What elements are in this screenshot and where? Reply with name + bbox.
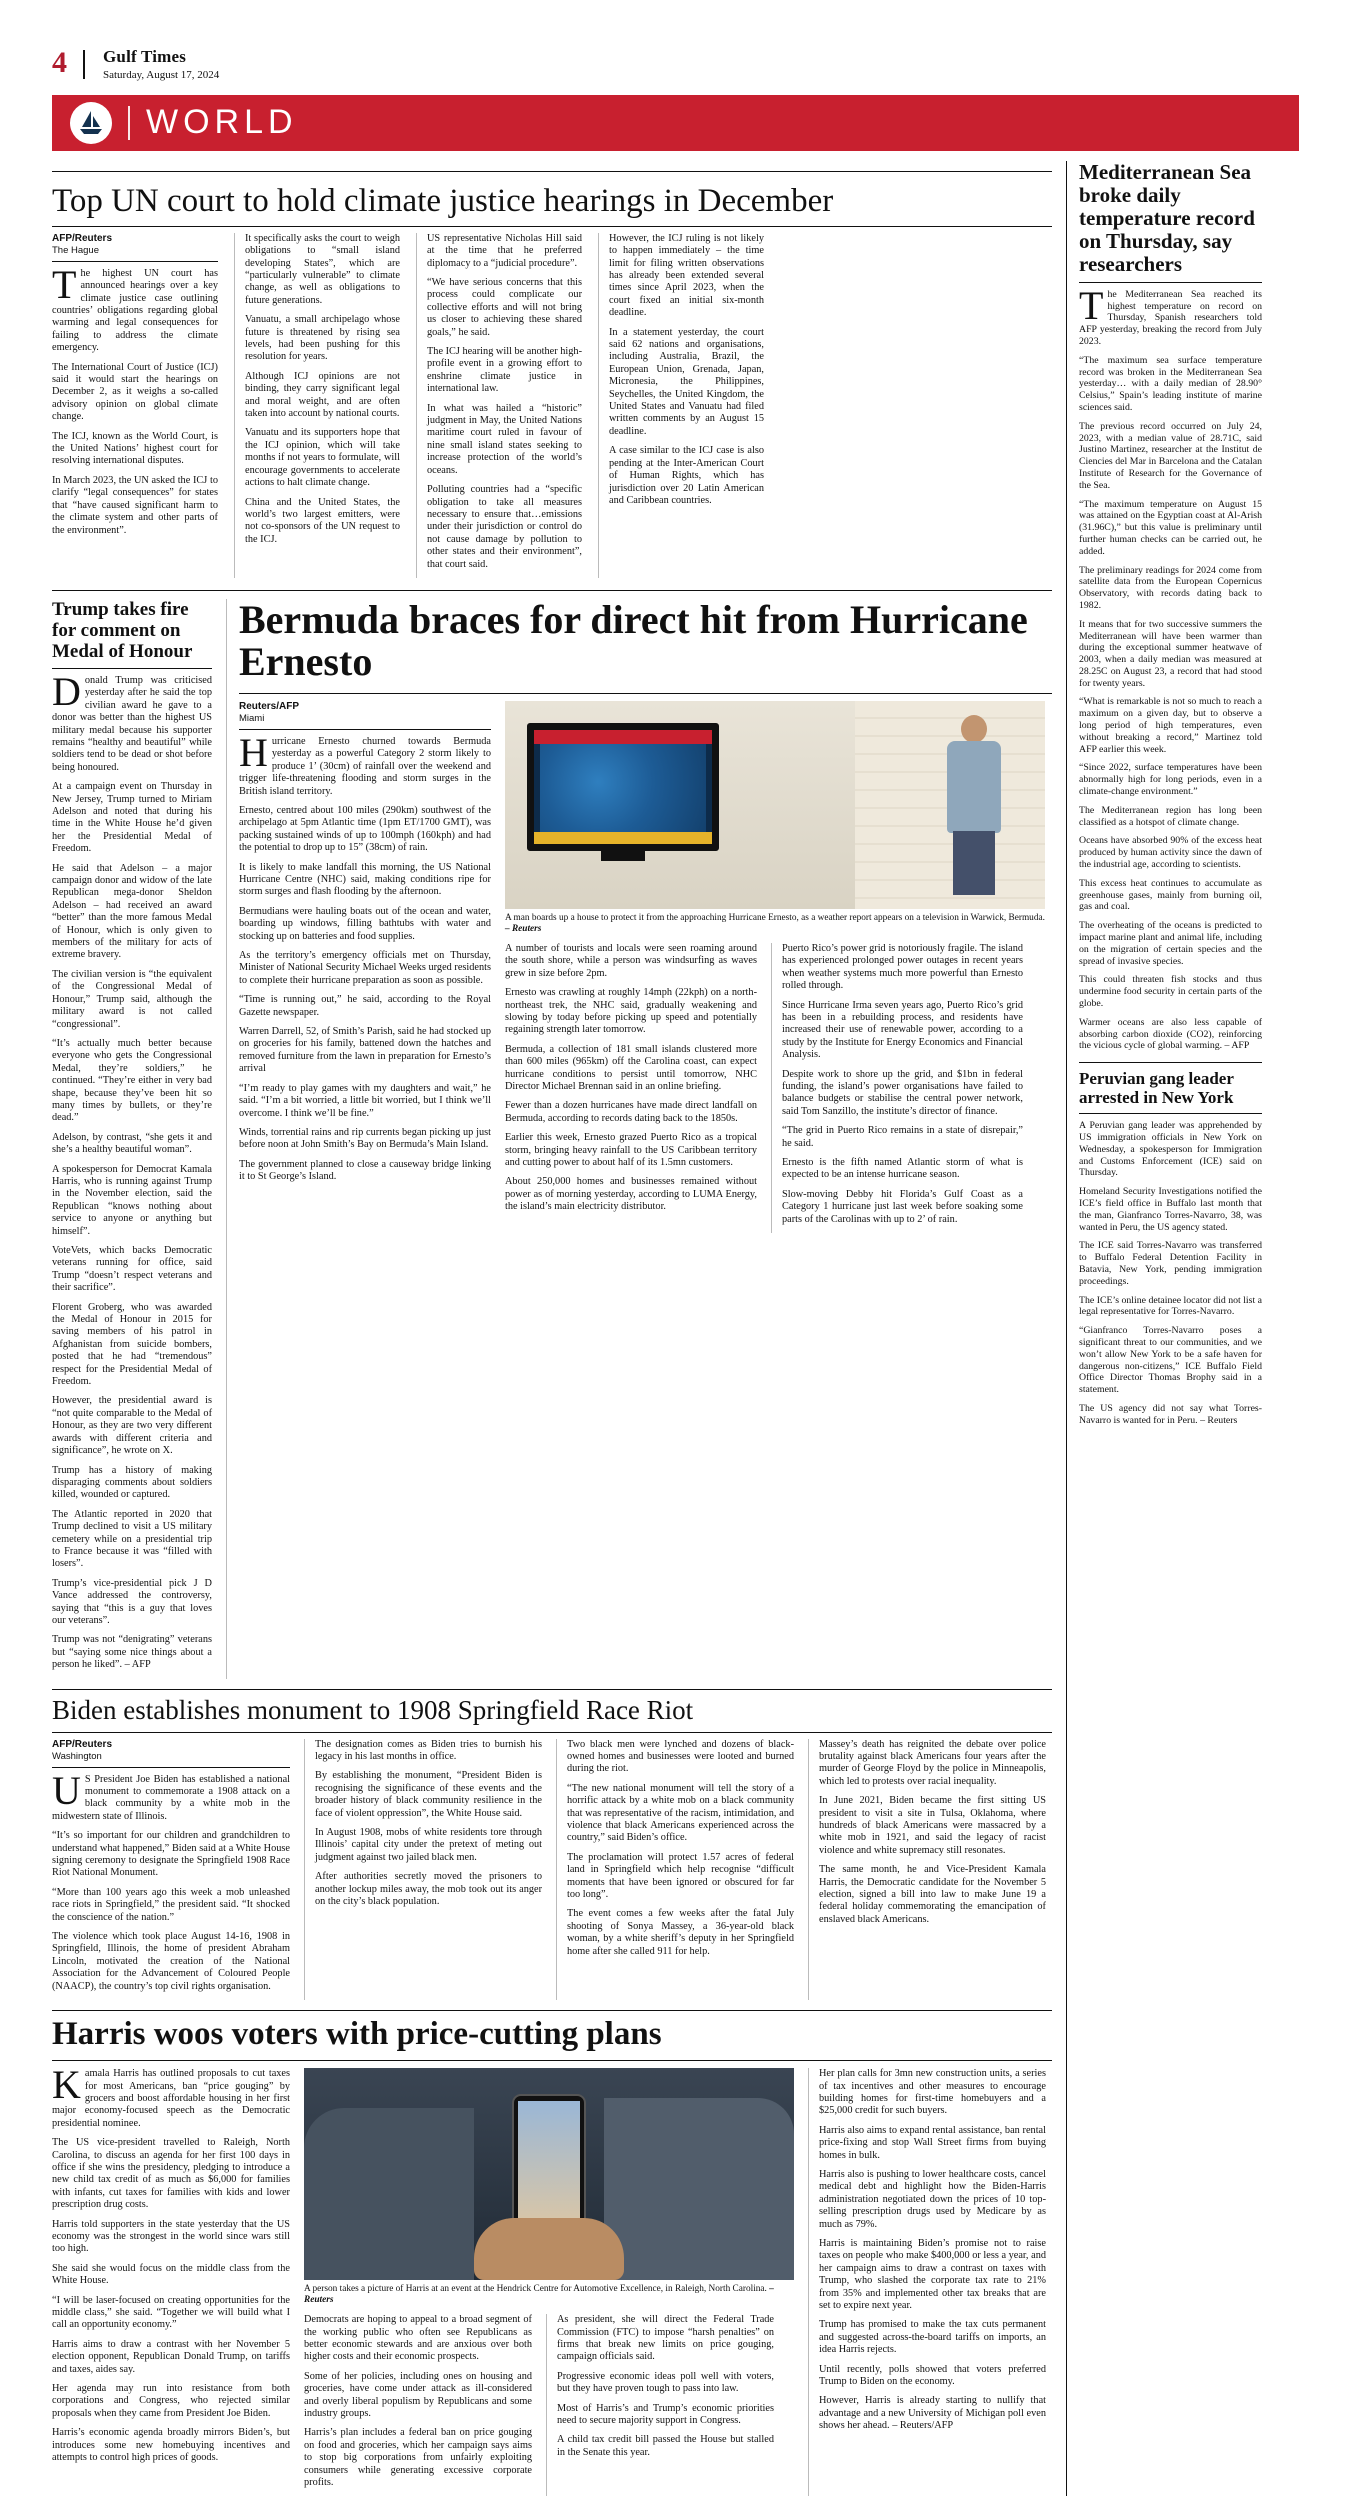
photo-bermuda-hurricane [505,701,1045,909]
paragraph: “Since 2022, surface temperatures have been abnormally high for long periods, even in a climate-change environment.” [1079,762,1262,798]
paragraph: The highest UN court has announced hearings over a key climate justice case outlining countries’ obligations regarding global warming and legal consequences for failing to address the climate emergency. [52,261,218,354]
photo-harris-event [304,2068,794,2280]
paragraph: However, Harris is already starting to nullify that advantage and a new University of Michigan poll even shows her ahead. – Reuters/AFP [819,2395,1046,2432]
paragraph: Trump has promised to make the tax cuts permanent and suggested across-the-board tariffs on imports, an idea Harris rejects. [819,2319,1046,2356]
paragraph: Adelson, by contrast, “she gets it and she’s a healthy beautiful woman”. [52,1131,212,1156]
paragraph: The ICE said Torres-Navarro was transferred to Buffalo Federal Detention Facility in Batavia, New York, pending immigration proceedings. [1079,1240,1262,1287]
paragraph: She said she would focus on the middle class from the White House. [52,2262,290,2287]
byline-bermuda: Reuters/AFP Miami [239,700,300,724]
story-bermuda [226,596,1052,1679]
story-peru [1079,1069,1262,1426]
masthead [52,48,1299,87]
page-title: Top UN court to hold climate justice hearings in December [52,182,834,219]
paragraph: Bermuda, a collection of 181 small islands clustered more than 600 miles (965km) off the Carolina coast, can expect hurricane conditions to persist until tomorrow, NHC Director Michael Brennan said in an online briefing. [505,1043,757,1092]
paragraph: “I’m ready to play games with my daughters and wait,” he said. “I’m a bit worried, a little bit worried, but I think we’ll overcome. I think we’ll be fine.” [239,1082,491,1119]
paragraph: A Peruvian gang leader was apprehended by US immigration officials in New York on Wednesday, a spokesperson for Immigration and Customs Enforcement (ICE) said on Thursday. [1079,1120,1262,1179]
headline-peru: Peruvian gang leader arrested in New York [1079,1069,1234,1108]
paragraph: Vanuatu, a small archipelago whose future is threatened by rising sea levels, had been pushing for this resolution for years. [245,314,400,363]
paragraph: However, the ICJ ruling is not likely to happen immediately – the time limit for filing written observations has already been extended several times since April 2023, when the court fixed an initial six-month deadline. [609,232,764,319]
paragraph: The US vice-president travelled to Raleigh, North Carolina, to discuss an agenda for her first 100 days in office if she wins the presidency, pledging to introduce a new child tax credit of as much as $6,000 for families with infants, cut taxes for families with kids and lower prescription drug costs. [52,2137,290,2211]
paragraph: In what was hailed a “historic” judgment in May, the United Nations maritime court ruled in favour of nine small island states seeking to increase protection of the world’s oceans. [427,402,582,476]
paragraph: “We have serious concerns that this process could complicate our collective efforts and will not bring us closer to achieving these shared goals,” he said. [427,277,582,338]
section-banner [52,95,1299,151]
paragraph: Her agenda may run into resistance from both corporations and Congress, who rejected similar proposals when they came from President Joe Biden. [52,2383,290,2419]
paragraph: About 250,000 homes and businesses remained without power as of morning yesterday, according to LUMA Energy, the island’s main electricity distributor. [505,1176,757,1213]
paragraph: Slow-moving Debby hit Florida’s Gulf Coast as a Category 1 hurricane just last week before soaking some parts of the Carolinas with up to 2’ of rain. [782,1188,1023,1225]
paragraph: Kamala Harris has outlined proposals to cut taxes for most Americans, ban “price gouging” by grocers and boost affordable housing in her first major economy-focused speech as the Democratic presidential nominee. [52,2062,290,2129]
paragraph: Fewer than a dozen hurricanes have made direct landfall on Bermuda, according to records dating back to the 1850s. [505,1100,757,1124]
story-biden [52,1689,1052,2001]
paragraph: Earlier this week, Ernesto grazed Puerto Rico as a tropical storm, bringing heavy rainfall to the US Caribbean territory and cutting power to about half of its 1.5mn customers. [505,1132,757,1169]
paragraph: “It’s actually much better because everyone who gets the Congressional Medal, they’re soldiers,” he continued. “They’re either in very bad shape, because they’ve been hit so many times by bullets, or they’re dead.” [52,1037,212,1124]
paragraph: By establishing the monument, “President Biden is recognising the significance of these events and the broader history of black community resilience in the face of violent oppression”, the White House said. [315,1770,542,1819]
paragraph: “It’s so important for our children and grandchildren to understand what happened,” Biden said at a White House signing ceremony to designate the Springfield 1908 Race Riot National Monument. [52,1830,290,1879]
paragraph: VoteVets, which backs Democratic veterans running for office, said Trump “doesn’t respect veterans and their sacrifice”. [52,1245,212,1294]
headline-trump: Trump takes fire for comment on Medal of Honour [52,598,193,662]
paragraph: “More than 100 years ago this week a mob unleashed race riots in Springfield,” the president said. “It shocked the conscience of the nation.” [52,1886,290,1923]
paragraph: As the territory’s emergency officials met on Thursday, Minister of National Security Michael Weeks urged residents to complete their hurricane preparation as soon as possible. [239,950,491,986]
paragraph: Massey’s death has reignited the debate over police brutality against black Americans four years after the murder of George Floyd by the police in Minneapolis, which led to protests over racial inequality. [819,1738,1046,1787]
paragraph: The Atlantic reported in 2020 that Trump declined to visit a US military cemetery while on a presidential trip to France because it was “filled with losers”. [52,1508,212,1570]
paragraph: The proclamation will protect 1.57 acres of federal land in Springfield which help recognise “difficult moments that have been ignored or obscured for far too long”. [567,1851,794,1901]
paragraph: Harris also aims to expand rental assistance, ban rental price-fixing and stop Wall Street firms from buying homes in bulk. [819,2124,1046,2161]
boat-logo-icon [70,102,112,144]
paragraph: Ernesto, centred about 100 miles (290km) southwest of the archipelago at 5pm Atlantic time (1pm ET/1700 GMT), was packing sustained winds of up to 100mph (160kph) and had the potential to drop up to 15” (38cm) of rain. [239,804,491,854]
paragraph: Florent Groberg, who was awarded the Medal of Honour in 2015 for saving members of his patrol in Afghanistan from suicide bombers, posted that he had “tremendous” respect for the Presidential Medal of Freedom. [52,1301,212,1388]
paragraph: Trump has a history of making disparaging comments about soldiers killed, wounded or captured. [52,1464,212,1501]
paragraph: Her plan calls for 3mn new construction units, a series of tax incentives and other measures to encourage building homes for first-time homebuyers and a $25,000 credit for such buyers. [819,2068,1046,2117]
paper-name: Gulf Times [103,47,187,66]
paragraph: It specifically asks the court to weigh obligations to “small island developing States”, which are “particularly vulnerable” to climate change, as well as obligations to future generations. [245,232,400,306]
section-title: WORLD [146,103,298,142]
paragraph: Oceans have absorbed 90% of the excess heat produced by human activity since the dawn of the industrial age, according to scientists. [1079,835,1262,871]
paragraph: “Time is running out,” he said, according to the Royal Gazette newspaper. [239,994,491,1018]
paragraph: In a statement yesterday, the court said 62 nations and organisations, including Australia, Brazil, the European Union, Grenada, Japan, Micronesia, the Philippines, Seychelles, the United Kingdom, the United States and Vanuatu had filed written comments by an August 15 deadline. [609,326,764,437]
paragraph: Donald Trump was criticised yesterday after he said the top civilian award he gave to a donor was better than the highest US military medal because his supporter remains “healthy and beautiful” while soldiers tend to be dead or shot before being honoured. [52,668,212,773]
paragraph: The International Court of Justice (ICJ) said it would start the hearings on December 2, as it weighs a so-called advisory opinion on global climate change. [52,361,218,423]
paragraph: The designation comes as Biden tries to burnish his legacy in his last months in office. [315,1738,542,1762]
paragraph: Harris also is pushing to lower healthcare costs, cancel medical debt and highlight how the Biden-Harris administration negotiated down the prices of 10 top-selling prescription drugs used by Medicare by as much as 79%. [819,2168,1046,2230]
paragraph: Vanuatu and its supporters hope that the ICJ opinion, which will take months if not years to formulate, will encourage governments to accelerate actions to halt climate change. [245,427,400,489]
paragraph: The government planned to close a causeway bridge linking it to St George’s Island. [239,1158,491,1183]
paragraph: The event comes a few weeks after the fatal July shooting of Sonya Massey, a 36-year-old black woman, by a white sheriff’s deputy in her Springfield home after she called 911 for help. [567,1908,794,1957]
paragraph: China and the United States, the world’s two largest emitters, were not co-sponsors of the UN request to the ICJ. [245,496,400,545]
masthead-rule [83,50,85,79]
byline-biden: AFP/Reuters Washington [52,1738,113,1762]
paragraph: The US agency did not say what Torres-Navarro is wanted for in Peru. – Reuters [1079,1402,1262,1426]
page-folio: 4 [52,46,67,79]
paragraph: Despite work to shore up the grid, and $1bn in federal funding, the island’s power organisations have failed to balance budgets or stabilise the central power network, said Tom Sanzillo, the institute’s director of finance. [782,1068,1023,1117]
paragraph: In June 2021, Biden became the first sitting US president to visit a site in Tulsa, Oklahoma, where hundreds of black Americans were massacred by a white mob in 1921, and said the legacy of racist violence and white supremacy still resonates. [819,1795,1046,1856]
paragraph: It is likely to make landfall this morning, the US National Hurricane Centre (NHC) said, making conditions ripe for storm surges and flash flooding by the afternoon. [239,861,491,898]
paragraph: The ICE’s online detainee locator did not list a legal representative for Torres-Navarro. [1079,1294,1262,1318]
paragraph: Since Hurricane Irma seven years ago, Puerto Rico’s grid has been in a rebuilding process, and residents have increased their use of renewable power, according to a study by the Institute for Energy Economics and Financial Analysis. [782,999,1023,1061]
paragraph: Although ICJ opinions are not binding, they carry significant legal and moral weight, and are often taken into account by national courts. [245,370,400,420]
byline-climate: AFP/Reuters The Hague [52,232,113,256]
paragraph: The preliminary readings for 2024 come from satellite data from the European Copernicus Observatory, with records dating back to 1982. [1079,564,1262,611]
paragraph: Homeland Security Investigations notified the ICE’s field office in Buffalo last month that the man, Gianfranco Torres-Navarro, 38, was wanted in Peru, the US agency stated. [1079,1186,1262,1233]
paragraph: Warmer oceans are also less capable of absorbing carbon dioxide (CO2), reinforcing the vicious cycle of global warming. – AFP [1079,1016,1262,1052]
paragraph: Until recently, polls showed that voters preferred Trump to Biden on the economy. [819,2363,1046,2388]
paragraph: Progressive economic ideas poll well with voters, but they have proven tough to pass into law. [557,2370,774,2395]
paragraph: “The grid in Puerto Rico remains in a state of disrepair,” he said. [782,1125,1023,1149]
paragraph: Democrats are hoping to appeal to a broad segment of the working public who often see Republicans as better economic stewards and are anxious over both higher costs and their economic prospects. [304,2314,532,2363]
paragraph: Ernesto was crawling at roughly 14mph (22kph) on a north-northeast trek, the NHC said, gradually weakening and slowing by today before picking up speed and potentially regaining strength later tomorrow. [505,987,757,1036]
paragraph: Hurricane Ernesto churned towards Bermuda yesterday as a powerful Category 2 storm likely to produce 1’ (30cm) of rainfall over the weekend and trigger life-threatening flooding and storm surges in the British island territory. [239,729,491,797]
paragraph: In August 1908, mobs of white residents tore through Illinois’ capital city under the pretext of meting out judgment against two jailed black men. [315,1827,542,1863]
paragraph: Harris’s plan includes a federal ban on price gouging on food and groceries, which her campaign says aims to stop big corporations from unfairly exploiting consumers while generating excessive corporate profits. [304,2427,532,2488]
paragraph: The ICJ hearing will be another high-profile event in a growing effort to enshrine climate justice in international law. [427,346,582,395]
paragraph: Puerto Rico’s power grid is notoriously fragile. The island has experienced prolonged power outages in recent years when weather systems much more powerful than Ernesto rolled through. [782,942,1023,992]
paragraph: “The new national monument will tell the story of a horrific attack by a white mob on a black community that was representative of the racism, intimidation, and violence that black Americans experienced across the country,” said Biden’s office. [567,1782,794,1844]
story-trump [52,599,212,1679]
story-harris [52,2010,1052,2496]
photo-caption-harris: A person takes a picture of Harris at an event at the Hendrick Centre for Automotive Excellence, in Raleigh, North Carolina. – Reuters [304,2284,774,2306]
paragraph: The overheating of the oceans is predicted to impact marine plant and animal life, including on the migration of certain species and the spread of invasive species. [1079,920,1262,967]
paragraph: Trump’s vice-presidential pick J D Vance addressed the controversy, saying that “this is a guy that loves our veterans”. [52,1577,212,1626]
paragraph: As president, she will direct the Federal Trade Commission (FTC) to impose “harsh penalties” on firms that break new limits on price gouging, campaign officials said. [557,2314,774,2363]
paragraph: US representative Nicholas Hill said at the time that he preferred diplomacy to a “judicial procedure”. [427,232,582,269]
paragraph: A child tax credit bill passed the House but stalled in the Senate this year. [557,2434,774,2458]
paragraph: Trump was not “denigrating” veterans but “saying some nice things about a person he liked”. – AFP [52,1634,212,1671]
paragraph: Two black men were lynched and dozens of black-owned homes and businesses were looted and burned during the riot. [567,1738,794,1775]
paragraph: A spokesperson for Democrat Kamala Harris, who is running against Trump in the November election, said the Republican “knows nothing about service to anyone or anything but himself”. [52,1163,212,1237]
paragraph: The same month, he and Vice-President Kamala Harris, the Democratic candidate for the November 5 election, signed a bill into law to make June 19 a federal holiday commemorating the emancipation of enslaved black Americans. [819,1864,1046,1925]
headline-biden: Biden establishes monument to 1908 Springfield Race Riot [52,1694,694,1725]
paragraph: The Mediterranean region has long been classified as a hotspot of climate change. [1079,804,1262,828]
paragraph: “The maximum sea surface temperature record was broken in the Mediterranean Sea yesterday… with a daily median of 28.90° Celsius,” Spain’s leading institute of marine sciences said. [1079,354,1262,413]
paragraph: After authorities secretly moved the prisoners to another lockup miles away, the mob took out its anger on the city’s black population. [315,1871,542,1908]
paragraph: Warren Darrell, 52, of Smith’s Parish, said he had stocked up on groceries for his family, battened down the hatches and removed furniture from the lawn in preparation for Ernesto’s arrival [239,1026,491,1075]
paragraph: Polluting countries had a “specific obligation to take all measures necessary to ensure that…emissions under their jurisdiction or control do not cause damage by pollution to other states and their environment”, that court said. [427,484,582,570]
paragraph: At a campaign event on Thursday in New Jersey, Trump turned to Miriam Adelson and noted that during his time in the White House he’d given her the Presidential Medal of Freedom. [52,781,212,855]
paragraph: However, the presidential award is “not quite comparable to the Medal of Honour, as they are two very different awards with different criteria and significance”, he wrote on X. [52,1395,212,1457]
paragraph: The violence which took place August 14-16, 1908 in Springfield, Illinois, the home of president Abraham Lincoln, motivated the creation of the National Association for the Advancement of Coloured People (NAACP), the country’s top civil rights organisation. [52,1931,290,1992]
story-climate [52,171,1052,578]
paragraph: Winds, torrential rains and rip currents began picking up just before noon at John Smith’s Bay on Bermuda’s Main Island. [239,1126,491,1151]
paragraph: Harris aims to draw a contrast with her November 5 election opponent, Republican Donald Trump, on tariffs and taxes, aides say. [52,2338,290,2375]
paragraph: Harris is maintaining Biden’s promise not to raise taxes on people who make $400,000 or less a year, and her campaign aims to draw a contrast on taxes with Trump, who slashed the corporate tax rate to 21% from 35% and implemented other tax breaks that are set to expire next year. [819,2237,1046,2311]
story-mediterranean [1079,161,1262,1052]
paragraph: Ernesto is the fifth named Atlantic storm of what is expected to be an intense hurricane season. [782,1157,1023,1181]
paragraph: “Gianfranco Torres-Navarro poses a significant threat to our communities, and we won’t allow New York to be a safe haven for dangerous non-citizens,” ICE Buffalo Field Office Director Thomas Brophy said in a statement. [1079,1325,1262,1396]
issue-date: Saturday, August 17, 2024 [103,68,220,81]
paragraph: The civilian version is “the equivalent of the Congressional Medal of Honour,” Trump said, although the military award is not called “congressional”. [52,968,212,1030]
headline-harris: Harris woos voters with price-cutting plans [52,2016,662,2053]
photo-caption-bermuda: A man boards up a house to protect it from the approaching Hurricane Ernesto, as a weather report appears on a television in Warwick, Bermuda. – Reuters [505,912,1045,934]
paragraph: The Mediterranean Sea reached its highest temperature on record on Thursday, Spanish researchers told AFP yesterday, breaking the record from July 2023. [1079,282,1262,347]
paragraph: “I will be laser-focused on creating opportunities for the middle class,” she said. “Together we will build what I call an opportunity economy.” [52,2294,290,2331]
paragraph: US President Joe Biden has established a national monument to commemorate a 1908 attack on a black community by a white mob in the midwestern state of Illinois. [52,1767,290,1822]
headline-mediterranean: Mediterranean Sea broke daily temperature record on Thursday, say researchers [1079,159,1255,276]
paragraph: Harris told supporters in the state yesterday that the US economy was the strongest in the world since wars still too high. [52,2218,290,2255]
paragraph: The ICJ, known as the World Court, is the United Nations’ highest court for resolving international disputes. [52,430,218,467]
paragraph: “What is remarkable is not so much to reach a maximum on a given day, but to observe a long period of high temperatures, even without breaking a record,” Martinez told AFP earlier this week. [1079,696,1262,755]
paragraph: A case similar to the ICJ case is also pending at the Inter-American Court of Human Rights, which has jurisdiction over 20 Latin American and Caribbean countries. [609,445,764,506]
paragraph: In March 2023, the UN asked the ICJ to clarify “legal consequences” for states that “have caused significant harm to the climate system and other parts of the environment”. [52,474,218,536]
paragraph: The previous record occurred on July 24, 2023, with a median value of 28.71C, said Justino Martinez, researcher at the Institut de Ciencies del Mar in Barcelona and the Catalan Institute of Research for the Governance of the Sea. [1079,420,1262,491]
paragraph: A number of tourists and locals were seen roaming around the south shore, while a person was windsurfing as waves grew in size before 2pm. [505,942,757,979]
paragraph: Bermudians were hauling boats out of the ocean and water, boarding up windows, filling bathtubs with water and stocking up on batteries and food supplies. [239,905,491,942]
paragraph: Harris’s economic agenda broadly mirrors Biden’s, but introduces some new homebuying incentives and attempts to control high prices of goods. [52,2427,290,2464]
section-divider [128,106,130,140]
paragraph: “The maximum temperature on August 15 was attained on the Egyptian coast at Al-Arish (31.96C),” but this value is preliminary until further human checks can be carried out, he added. [1079,498,1262,557]
paragraph: Some of her policies, including ones on housing and groceries, have come under attack as ill-considered and overly liberal populism by Republicans and some industry groups. [304,2370,532,2419]
paragraph: This excess heat continues to accumulate as greenhouse gases, mainly from burning oil, gas and coal. [1079,877,1262,913]
headline-bermuda: Bermuda braces for direct hit from Hurricane Ernesto [239,596,1028,684]
paragraph: He said that Adelson – a major campaign donor and widow of the late Republican mega-donor Sheldon Adelson – had received an award “better” than the more famous Medal of Honour, which is only given to members of the military for acts of extreme bravery. [52,862,212,961]
paragraph: This could threaten fish stocks and thus undermine food security in certain parts of the globe. [1079,974,1262,1010]
paragraph: It means that for two successive summers the Mediterranean will have been warmer than during the exceptional summer heatwave of 2003, when a daily median was measured at 28.25C on August 23, a record that had stood for twenty years. [1079,618,1262,689]
paragraph: Most of Harris’s and Trump’s economic priorities need to secure majority support in Congress. [557,2402,774,2426]
